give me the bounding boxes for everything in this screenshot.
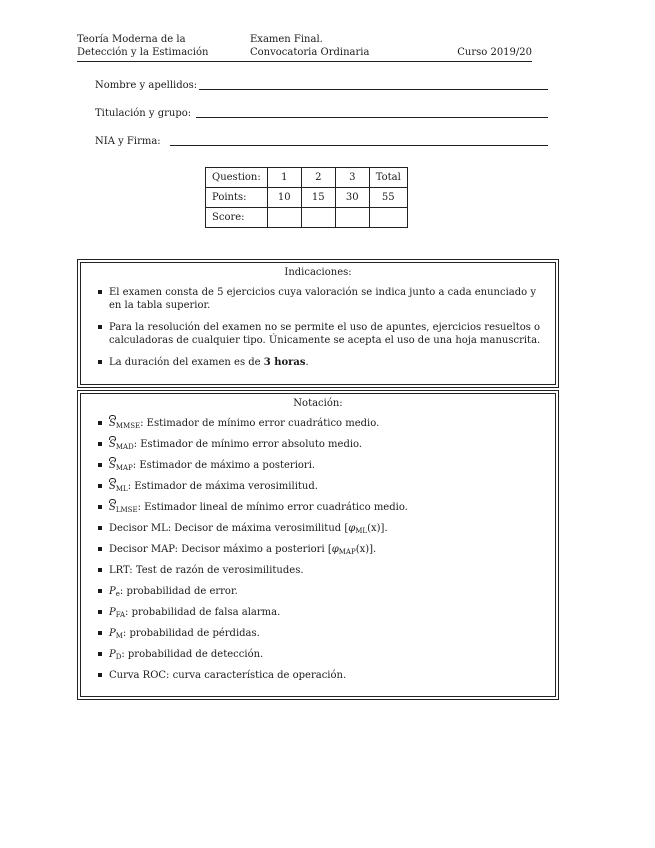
id-signature-label: NIA y Firma:: [95, 136, 161, 147]
degree-line[interactable]: [196, 117, 548, 118]
probability-description: : probabilidad de falsa alarma.: [125, 607, 281, 618]
list-item: Curva ROC: curva característica de operación.: [109, 669, 549, 682]
grade-table-row: [206, 168, 408, 188]
list-item: LRT: Test de razón de verosimilitudes.: [109, 564, 549, 577]
estimator-symbol: S: [109, 439, 116, 450]
grade-table-row: [206, 208, 408, 228]
score-cell[interactable]: [335, 208, 369, 228]
probability-description: : probabilidad de detección.: [121, 649, 264, 660]
estimator-subscript: MAP: [115, 464, 133, 472]
column-question-1: 1: [267, 168, 301, 188]
score-cell[interactable]: [301, 208, 335, 228]
row-header-score: Score:: [206, 208, 268, 228]
list-item: [109, 585, 549, 598]
duration-end: .: [305, 357, 309, 368]
probability-description: : probabilidad de pérdidas.: [122, 628, 260, 639]
probability-subscript: e: [115, 590, 120, 598]
estimator-subscript: ML: [115, 485, 128, 493]
instructions-list: [81, 286, 555, 384]
decisor-map-text: Decisor MAP: Decisor máximo a posteriori [: [109, 544, 332, 555]
decisor-map-symbol: φ: [331, 544, 339, 555]
points-cell: 15: [301, 188, 335, 208]
id-signature-line[interactable]: [170, 145, 548, 146]
points-cell: 10: [267, 188, 301, 208]
header-course-title: [77, 33, 208, 59]
probability-symbol: P: [109, 628, 116, 639]
decisor-map-subscript: MAP: [338, 548, 356, 556]
instructions-box: [77, 259, 559, 388]
estimator-symbol: S: [109, 502, 116, 513]
duration-value: 3 horas: [263, 357, 306, 368]
grade-table-row: [206, 188, 408, 208]
grade-table: [205, 167, 408, 228]
list-item: [109, 543, 549, 556]
score-total-cell[interactable]: [369, 208, 407, 228]
probability-symbol: P: [109, 649, 116, 660]
estimator-description: : Estimador de mínimo error absoluto medio.: [133, 439, 363, 450]
column-total: Total: [369, 168, 407, 188]
notation-title: Notación:: [293, 398, 343, 409]
row-header-points: Points:: [206, 188, 268, 208]
estimator-symbol: S: [109, 481, 116, 492]
duration-text: La duración del examen es de: [109, 357, 261, 368]
estimator-subscript: MAD: [115, 443, 134, 451]
list-item: [109, 522, 549, 535]
list-item: [109, 480, 549, 493]
page-header: [77, 33, 532, 62]
points-cell: 30: [335, 188, 369, 208]
header-exam-line1: Examen Final.: [250, 34, 323, 45]
instructions-inner: [80, 262, 556, 385]
decisor-map-end: (x)].: [355, 544, 377, 555]
estimator-subscript: LMSE: [115, 506, 138, 514]
list-item: [109, 648, 549, 661]
name-label: Nombre y apellidos:: [95, 80, 198, 91]
notation-inner: [80, 393, 556, 697]
list-item: El examen consta de 5 ejercicios cuya valoración se indica junto a cada enunciado y en la tabla superior.: [109, 286, 549, 312]
list-item: [109, 459, 549, 472]
notation-box: [77, 390, 559, 700]
probability-subscript: FA: [115, 611, 126, 619]
estimator-description: : Estimador de mínimo error cuadrático medio.: [140, 418, 380, 429]
estimator-description: : Estimador de máximo a posteriori.: [132, 460, 316, 471]
decisor-ml-text: Decisor ML: Decisor de máxima verosimilitud [: [109, 523, 349, 534]
row-header-question: Question:: [206, 168, 268, 188]
decisor-ml-subscript: ML: [355, 527, 368, 535]
header-course-line2: Detección y la Estimación: [77, 47, 209, 58]
name-line[interactable]: [199, 89, 548, 90]
decisor-ml-symbol: φ: [348, 523, 356, 534]
list-item: [109, 356, 549, 369]
column-question-3: 3: [335, 168, 369, 188]
estimator-symbol: S: [109, 460, 116, 471]
probability-subscript: D: [115, 653, 122, 661]
header-exam-line2: Convocatoria Ordinaria: [250, 47, 370, 58]
list-item: [109, 627, 549, 640]
instructions-title: Indicaciones:: [284, 267, 352, 278]
probability-description: : probabilidad de error.: [119, 586, 238, 597]
estimator-description: : Estimador de máxima verosimilitud.: [127, 481, 318, 492]
estimator-subscript: MMSE: [115, 422, 141, 430]
column-question-2: 2: [301, 168, 335, 188]
score-cell[interactable]: [267, 208, 301, 228]
notation-list: [81, 417, 555, 696]
header-year: Curso 2019/20: [457, 47, 532, 58]
probability-symbol: P: [109, 586, 116, 597]
list-item: [109, 417, 549, 430]
header-course-line1: Teoría Moderna de la: [77, 34, 186, 45]
probability-symbol: P: [109, 607, 116, 618]
estimator-description: : Estimador lineal de mínimo error cuadrático medio.: [137, 502, 408, 513]
list-item: Para la resolución del examen no se permite el uso de apuntes, ejercicios resueltos o calculadoras de cualquier tipo. Únicamente se acepta el uso de una hoja manuscrita.: [109, 321, 549, 347]
points-total-cell: 55: [369, 188, 407, 208]
degree-label: Titulación y grupo:: [95, 108, 192, 119]
list-item: [109, 606, 549, 619]
estimator-symbol: S: [109, 418, 116, 429]
decisor-ml-end: (x)].: [367, 523, 388, 534]
header-exam-title: [250, 33, 369, 59]
probability-subscript: M: [115, 632, 123, 640]
list-item: [109, 501, 549, 514]
list-item: [109, 438, 549, 451]
